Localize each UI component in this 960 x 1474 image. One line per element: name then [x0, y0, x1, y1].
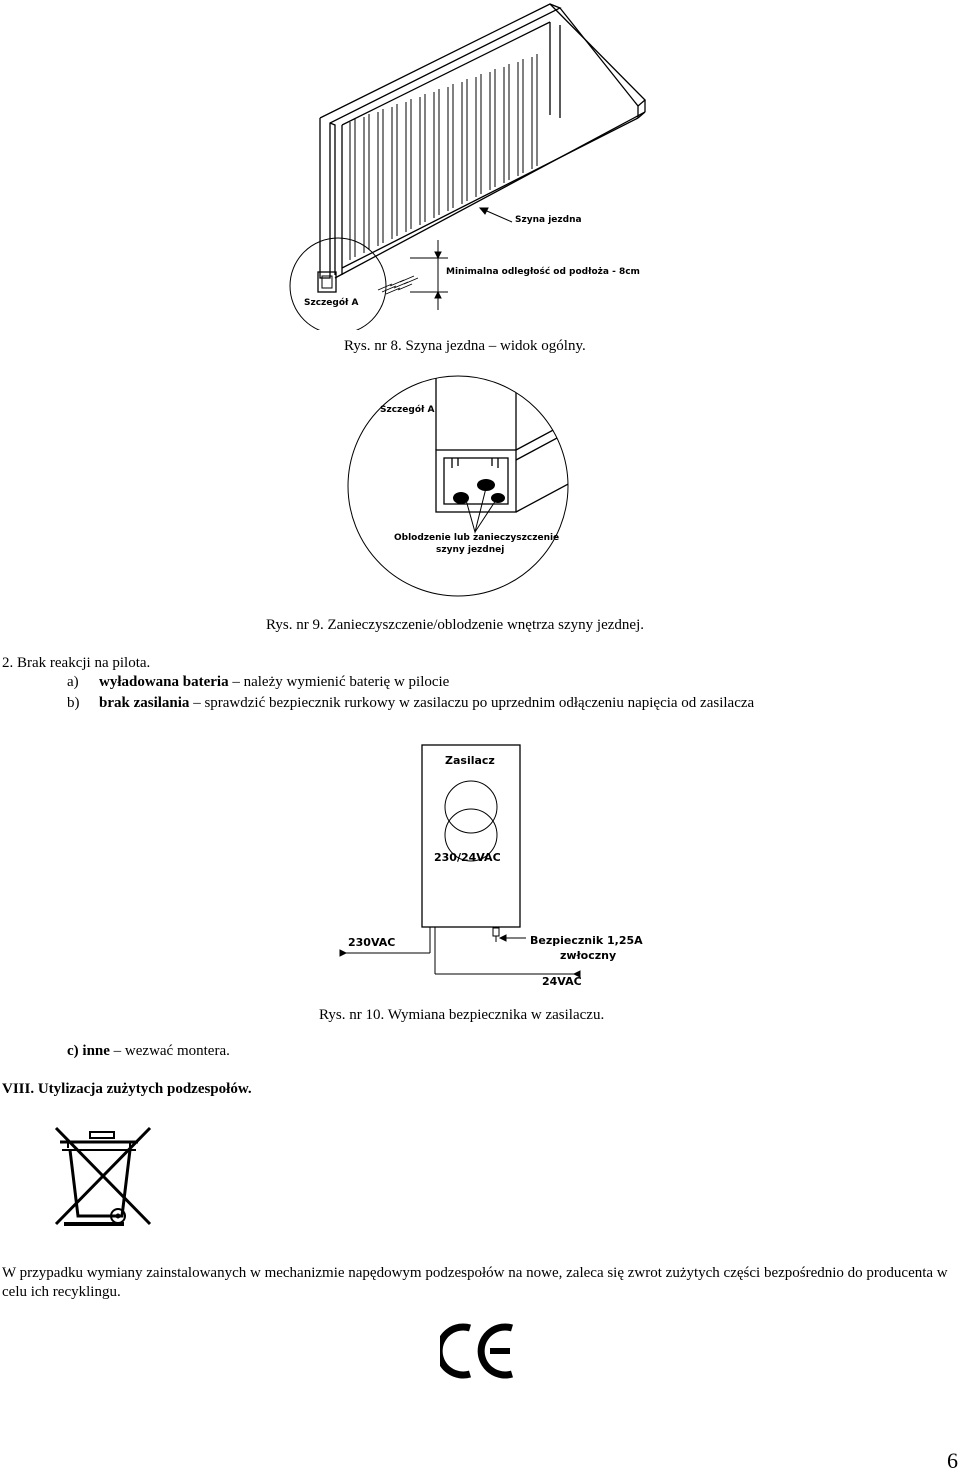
- fuse-label-line1: Bezpiecznik 1,25A: [530, 934, 643, 947]
- item-a: [67, 673, 449, 691]
- detail-a-drawing: [340, 360, 580, 610]
- power-supply-drawing: [330, 740, 660, 1000]
- recycling-paragraph: W przypadku wymiany zainstalowanych w mechanizmie napędowym podzespołów na nowe, zaleca się zwrot zużytych części bezpośrednio do producenta w celu ich recyklingu.: [2, 1265, 948, 1300]
- ce-mark-icon: [440, 1320, 520, 1382]
- gate-drawing: [280, 0, 660, 330]
- input-voltage-label: 230VAC: [348, 936, 396, 949]
- fuse-label-line2: zwłoczny: [560, 949, 617, 962]
- section-8-heading-text: VIII. Utylizacja zużytych podzespołów.: [2, 1081, 252, 1097]
- item-c: [67, 1042, 230, 1060]
- detail-a-title: Szczegół A: [380, 405, 435, 415]
- item-b-bold: brak zasilania: [99, 695, 190, 711]
- section-8-heading: [2, 1080, 252, 1098]
- section-2-heading: 2. Brak reakcji na pilota.: [2, 655, 151, 671]
- transformer-label: 230/24VAC: [434, 851, 501, 864]
- item-a-marker: a): [67, 674, 79, 690]
- item-a-bold: wyładowana bateria: [99, 674, 229, 690]
- item-c-text: – wezwać montera.: [109, 1043, 230, 1059]
- item-b-text: – sprawdzić bezpiecznik rurkowy w zasilaczu po uprzednim odłączeniu napięcia od zasilacza: [189, 695, 755, 711]
- item-a-text: – należy wymienić baterię w pilocie: [228, 674, 450, 690]
- ice-label-line2: szyny jezdnej: [436, 545, 505, 555]
- detail-a-label: Szczegół A: [304, 298, 359, 308]
- rail-label: Szyna jezdna: [515, 215, 582, 225]
- item-b: [67, 694, 754, 712]
- item-b-marker: b): [67, 695, 80, 711]
- min-distance-label: Minimalna odległość od podłoża - 8cm: [446, 267, 640, 277]
- fig9-caption: Rys. nr 9. Zanieczyszczenie/oblodzenie wnętrza szyny jezdnej.: [266, 617, 644, 633]
- psu-title: Zasilacz: [445, 754, 495, 767]
- page-number: 6: [947, 1448, 958, 1473]
- ice-label-line1: Oblodzenie lub zanieczyszczenie: [394, 533, 560, 543]
- fig10-caption: Rys. nr 10. Wymiana bezpiecznika w zasilaczu.: [319, 1007, 605, 1023]
- fig8-caption: Rys. nr 8. Szyna jezdna – widok ogólny.: [344, 338, 586, 354]
- weee-bin-icon: [2, 1116, 202, 1246]
- output-voltage-label: 24VAC: [542, 975, 582, 988]
- item-c-bold: c) inne: [67, 1043, 110, 1059]
